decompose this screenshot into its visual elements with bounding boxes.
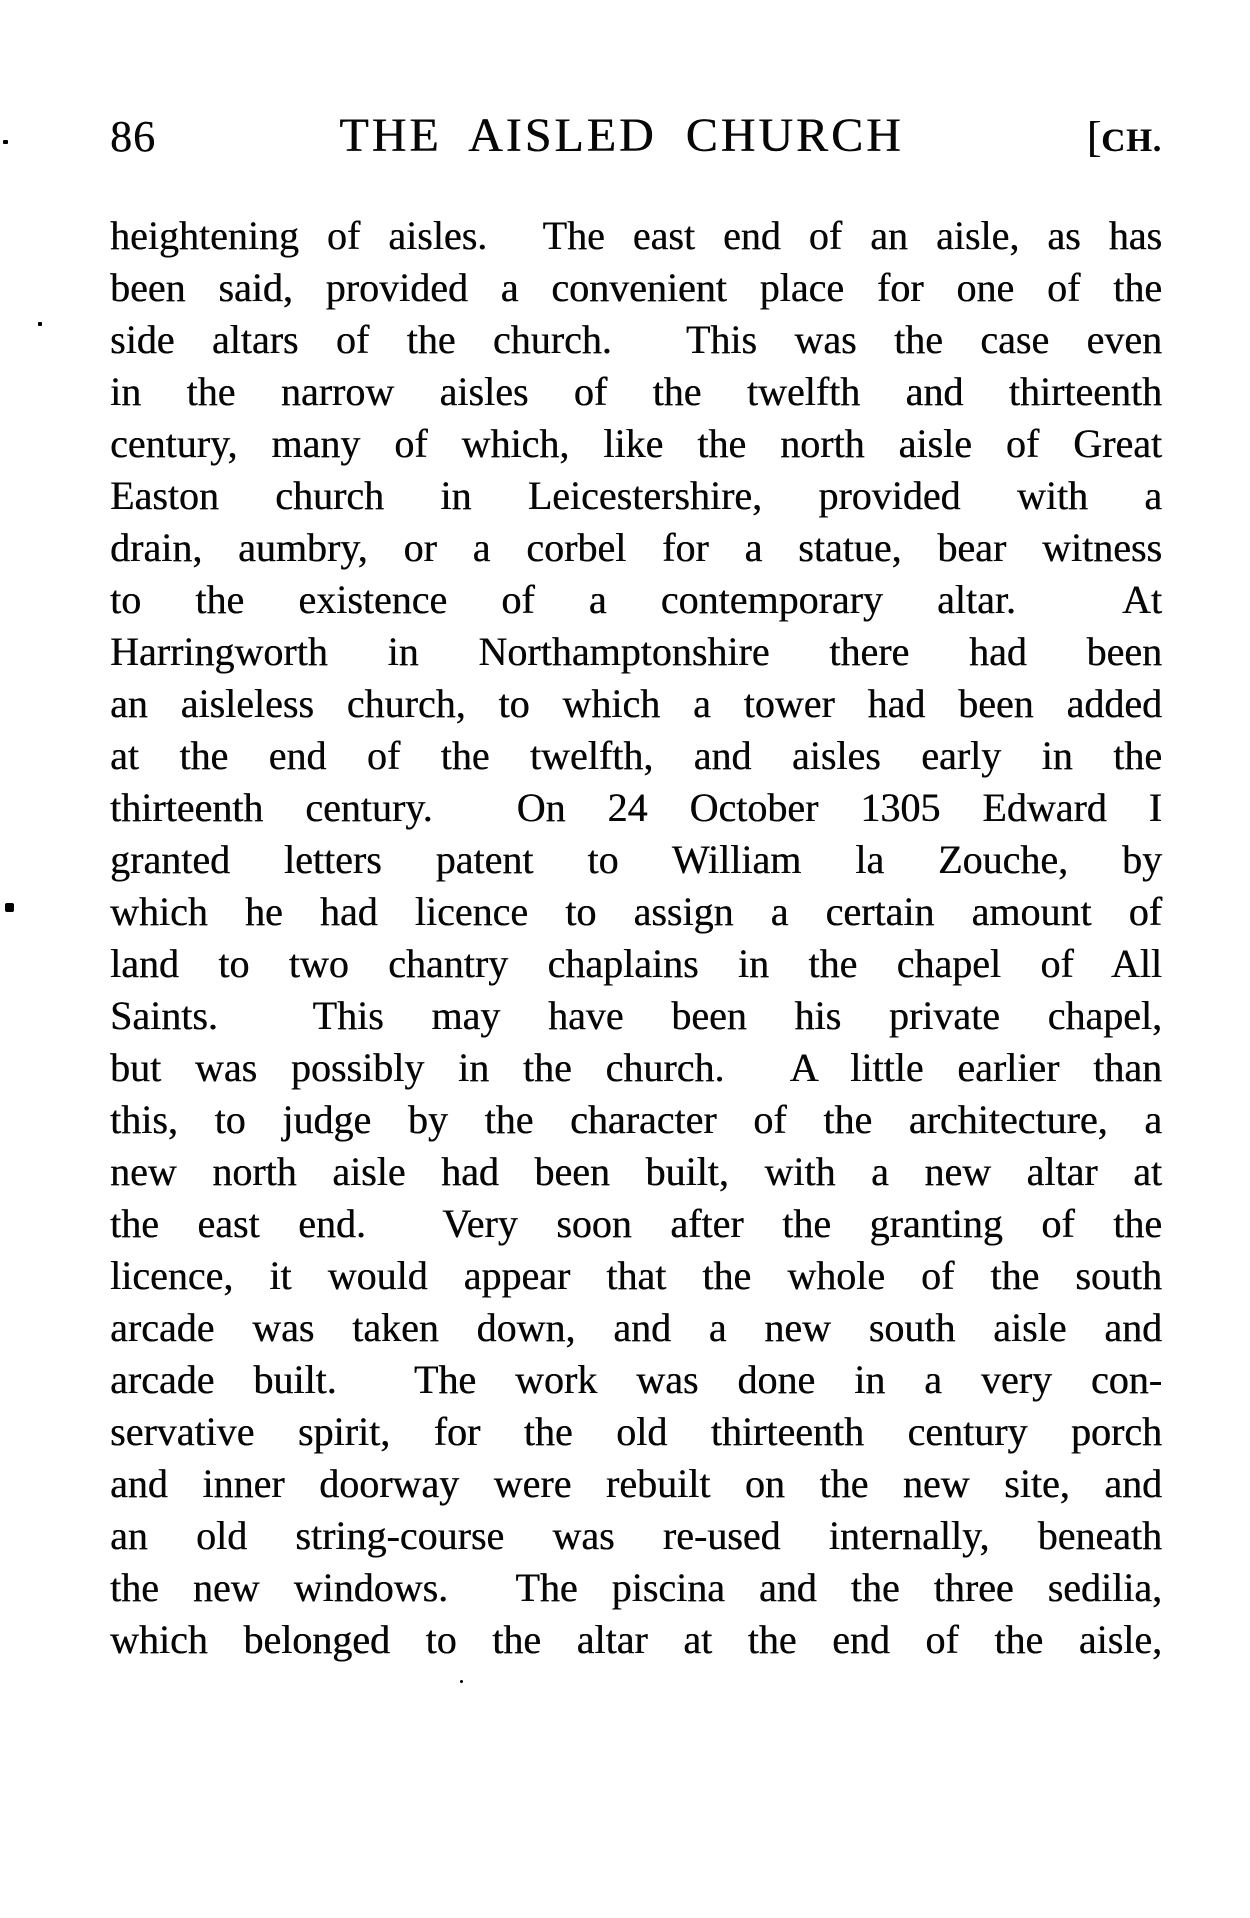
chapter-marker [1087, 113, 1162, 162]
text-line: new north aisle had been built, with a new altar at [110, 1149, 1162, 1194]
text-line: which he had licence to assign a certain amount of [110, 889, 1162, 934]
text-line: and inner doorway were rebuilt on the new site, and [110, 1461, 1162, 1506]
chapter-marker-bracket: [ [1086, 114, 1102, 161]
text-line: to the existence of a contemporary altar. At [110, 577, 1162, 622]
text-line: servative spirit, for the old thirteenth century porch [110, 1409, 1162, 1454]
text-line: but was possibly in the church. A little earlier than [110, 1045, 1162, 1090]
text-line: drain, aumbry, or a corbel for a statue, bear witness [110, 525, 1162, 570]
text-line: Harringworth in Northamptonshire there had been [110, 629, 1162, 674]
text-line: the east end. Very soon after the granting of the [110, 1201, 1162, 1246]
chapter-marker-label: CH. [1101, 123, 1162, 159]
body-text [110, 210, 1162, 1666]
text-line: side altars of the church. This was the case even [110, 317, 1162, 362]
text-line: Easton church in Leicestershire, provided with a [110, 473, 1162, 518]
text-line: arcade built. The work was done in a very con- [110, 1357, 1162, 1402]
text-line: an aisleless church, to which a tower had been added [110, 681, 1162, 726]
text-line: century, many of which, like the north aisle of Great [110, 421, 1162, 466]
text-line: licence, it would appear that the whole of the south [110, 1253, 1162, 1298]
page-number: 86 [110, 112, 156, 161]
text-line: an old string-course was re-used internally, beneath [110, 1513, 1162, 1558]
scan-speck [5, 903, 14, 912]
text-line: at the end of the twelfth, and aisles early in the [110, 733, 1162, 778]
text-line: this, to judge by the character of the architecture, a [110, 1097, 1162, 1142]
scan-speck [460, 1680, 463, 1683]
text-line: which belonged to the altar at the end of the aisle, [110, 1617, 1162, 1662]
scan-speck [38, 322, 42, 326]
text-line: been said, provided a convenient place for one of the [110, 265, 1162, 310]
text-line: arcade was taken down, and a new south aisle and [110, 1305, 1162, 1350]
running-title: THE AISLED CHURCH [339, 109, 904, 162]
running-header [110, 108, 1162, 163]
scan-speck [3, 140, 8, 144]
text-line: in the narrow aisles of the twelfth and thirteenth [110, 369, 1162, 414]
text-line: Saints. This may have been his private chapel, [110, 993, 1162, 1038]
text-line: land to two chantry chaplains in the chapel of All [110, 941, 1162, 986]
text-line: thirteenth century. On 24 October 1305 Edward I [110, 785, 1162, 830]
text-line: granted letters patent to William la Zouche, by [110, 837, 1162, 882]
text-line: heightening of aisles. The east end of an aisle, as has [110, 213, 1162, 258]
text-line: the new windows. The piscina and the three sedilia, [110, 1565, 1162, 1610]
